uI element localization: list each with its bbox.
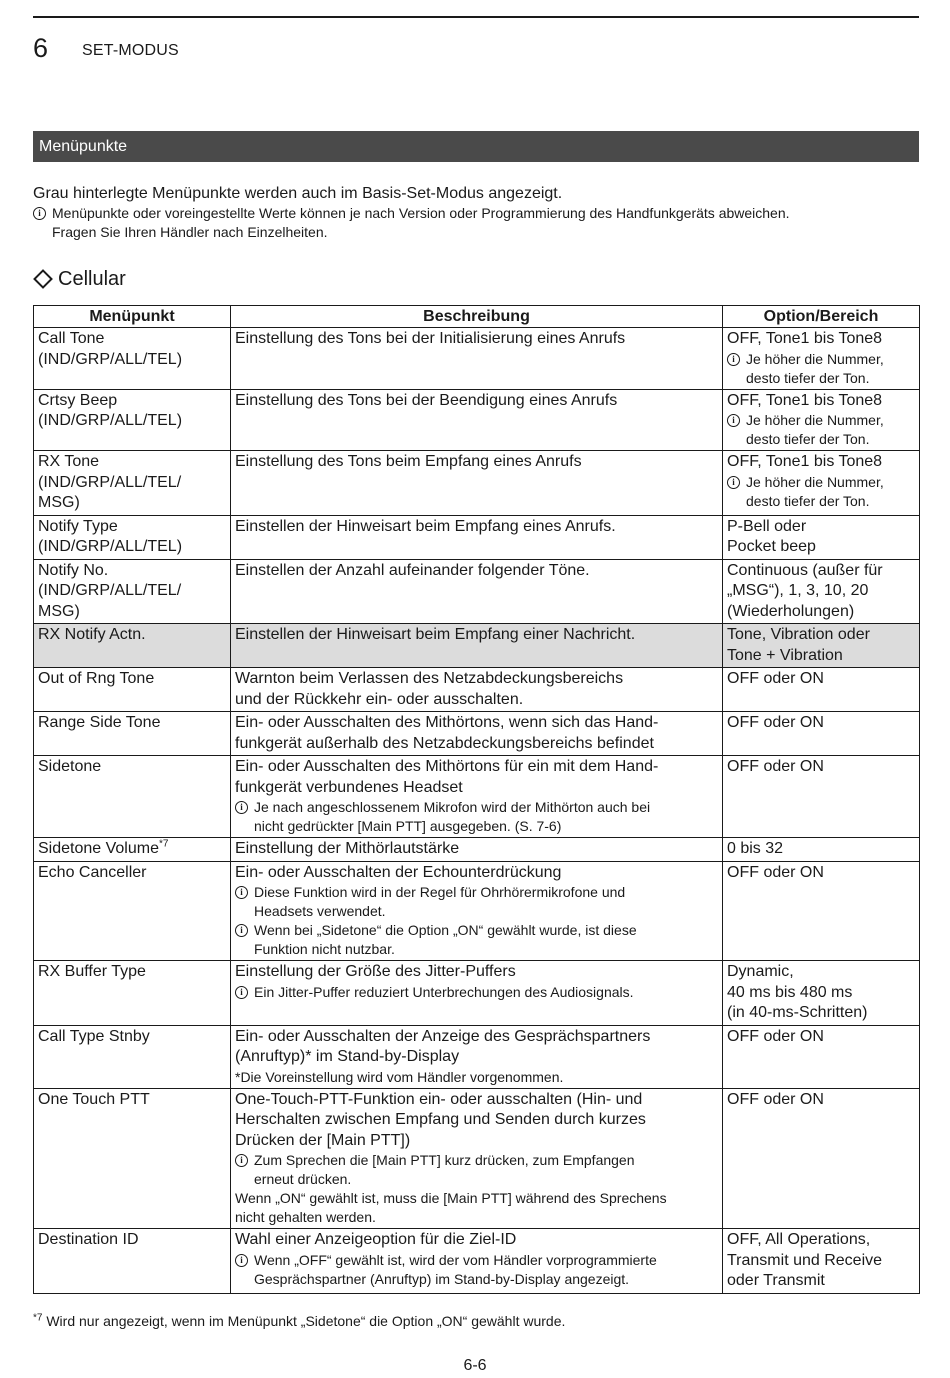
option-note-line: desto tiefer der Ton. xyxy=(746,492,870,509)
description-note-line: Je nach angeschlossenem Mikrofon wird der Mithörton auch bei xyxy=(254,799,651,815)
info-circle-icon: i xyxy=(235,986,248,999)
description-line: funkgerät außerhalb des Netzabdeckungsbereichs befindet xyxy=(235,734,654,752)
menu-item-cell xyxy=(34,756,231,838)
menu-item-cell xyxy=(34,1088,231,1229)
menu-item-line: Echo Canceller xyxy=(38,863,147,881)
menu-item-cell xyxy=(34,861,231,961)
menu-item-line: RX Buffer Type xyxy=(38,963,146,980)
column-header: Menüpunkt xyxy=(34,306,231,328)
option-note-line: Je höher die Nummer, xyxy=(746,412,884,428)
description-line: One-Touch-PTT-Funktion ein- oder ausschalten (Hin- und xyxy=(235,1090,643,1108)
option-cell xyxy=(723,451,920,516)
option-line: (Wiederholungen) xyxy=(727,602,855,620)
menu-item-line: (IND/GRP/ALL/TEL) xyxy=(38,350,183,368)
menu-item-cell xyxy=(34,1229,231,1294)
description-line: und der Rückkehr ein- oder ausschalten. xyxy=(235,690,524,708)
option-line: OFF oder ON xyxy=(727,863,824,881)
menu-item-line: (IND/GRP/ALL/TEL/ xyxy=(38,582,182,599)
menu-item-line: (IND/GRP/ALL/TEL/ xyxy=(38,473,182,491)
table-row xyxy=(34,624,920,668)
option-line: „MSG“), 1, 3, 10, 20 xyxy=(727,582,869,599)
description-cell xyxy=(231,838,723,862)
subsection-heading xyxy=(33,267,126,291)
description-small-line: *Die Voreinstellung wird vom Händler vorgenommen. xyxy=(235,1068,564,1085)
footnote-mark: *7 xyxy=(33,1312,43,1324)
description-note-line: Diese Funktion wird in der Regel für Ohrhörermikrofone und xyxy=(254,884,626,900)
option-cell xyxy=(723,1025,920,1088)
description-line: Einstellen der Hinweisart beim Empfang einer Nachricht. xyxy=(235,626,636,643)
menu-item-line: RX Notify Actn. xyxy=(38,626,146,643)
option-note-line: Je höher die Nummer, xyxy=(746,473,884,490)
description-note xyxy=(235,1151,718,1189)
description-cell xyxy=(231,624,723,668)
diamond-outline-icon xyxy=(33,269,53,289)
description-note xyxy=(235,1251,718,1289)
menu-item-line: Out of Rng Tone xyxy=(38,670,155,687)
option-note-line: Je höher die Nummer, xyxy=(746,350,884,367)
info-circle-icon: i xyxy=(727,414,740,427)
option-line: Tone + Vibration xyxy=(727,646,843,664)
description-line: Ein- oder Ausschalten der Echounterdrückung xyxy=(235,863,562,881)
description-note-line: Gesprächspartner (Anruftyp) im Stand-by-Display angezeigt. xyxy=(254,1270,630,1287)
table-row xyxy=(34,961,920,1026)
intro xyxy=(33,183,919,242)
menu-item-cell xyxy=(34,624,231,668)
option-line: OFF oder ON xyxy=(727,714,824,731)
description-note-line: erneut drücken. xyxy=(254,1171,352,1187)
description-note xyxy=(235,983,718,1002)
option-cell xyxy=(723,712,920,756)
menu-item-cell xyxy=(34,668,231,712)
menu-item-cell xyxy=(34,712,231,756)
description-line: Einstellen der Anzahl aufeinander folgender Töne. xyxy=(235,561,590,579)
table-row xyxy=(34,328,920,390)
intro-note-line: Fragen Sie Ihren Händler nach Einzelheiten. xyxy=(52,224,328,240)
description-line: Herschalten zwischen Empfang und Senden durch kurzes xyxy=(235,1111,646,1128)
option-cell xyxy=(723,624,920,668)
menu-item-line: Notify Type xyxy=(38,517,118,535)
menu-item-cell xyxy=(34,389,231,451)
table-row xyxy=(34,756,920,838)
menu-item-line: Call Type Stnby xyxy=(38,1027,150,1045)
menu-table xyxy=(33,305,920,1294)
info-circle-icon: i xyxy=(235,1154,248,1167)
table-row xyxy=(34,838,920,862)
intro-text: Grau hinterlegte Menüpunkte werden auch im Basis-Set-Modus angezeigt. xyxy=(33,185,563,202)
option-cell xyxy=(723,961,920,1026)
intro-note xyxy=(33,204,919,242)
option-line: OFF oder ON xyxy=(727,1090,824,1108)
info-circle-icon: i xyxy=(33,207,46,220)
option-cell xyxy=(723,861,920,961)
description-cell xyxy=(231,389,723,451)
description-line: funkgerät verbundenes Headset xyxy=(235,778,463,796)
intro-note-line: Menüpunkte oder voreingestellte Werte können je nach Version oder Programmierung des Handfunkgeräts abweichen. xyxy=(52,205,790,221)
option-note-line: desto tiefer der Ton. xyxy=(746,431,870,447)
option-line: 40 ms bis 480 ms xyxy=(727,983,853,1001)
page-number: 6-6 xyxy=(463,1357,487,1374)
menu-item-cell xyxy=(34,559,231,624)
menu-item-line: One Touch PTT xyxy=(38,1090,150,1108)
option-line: P-Bell oder xyxy=(727,517,807,535)
menu-item-line: Destination ID xyxy=(38,1231,139,1248)
description-small-line: Wenn „ON“ gewählt ist, muss die [Main PTT] während des Sprechens xyxy=(235,1190,667,1206)
subsection-title: Cellular xyxy=(58,268,126,290)
table-row xyxy=(34,668,920,712)
menu-item-line: Call Tone xyxy=(38,330,105,347)
menu-item-text: Sidetone Volume xyxy=(38,840,159,857)
chapter-title: SET-MODUS xyxy=(82,42,179,59)
menu-item-cell xyxy=(34,961,231,1026)
description-line: Einstellung des Tons beim Empfang eines Anrufs xyxy=(235,453,582,470)
option-line: oder Transmit xyxy=(727,1272,825,1289)
info-circle-icon: i xyxy=(235,1254,248,1267)
chapter-number: 6 xyxy=(33,33,49,63)
menu-item-line: (IND/GRP/ALL/TEL) xyxy=(38,412,183,429)
option-line: OFF oder ON xyxy=(727,758,824,775)
info-circle-icon: i xyxy=(235,801,248,814)
menu-item-line: Range Side Tone xyxy=(38,714,161,731)
menu-item-line: RX Tone xyxy=(38,453,100,470)
table-header-row xyxy=(34,306,920,328)
description-cell xyxy=(231,861,723,961)
section-title: Menüpunkte xyxy=(33,131,919,162)
option-line: Transmit und Receive xyxy=(727,1251,883,1269)
option-line: OFF, Tone1 bis Tone8 xyxy=(727,391,883,409)
description-cell xyxy=(231,1229,723,1294)
description-cell xyxy=(231,1025,723,1088)
description-cell xyxy=(231,328,723,390)
option-cell xyxy=(723,389,920,451)
table-row xyxy=(34,515,920,559)
description-note-line: Wenn bei „Sidetone“ die Option „ON“ gewählt wurde, ist diese xyxy=(254,922,637,938)
table-row xyxy=(34,1088,920,1229)
option-cell xyxy=(723,1088,920,1229)
option-note-line: desto tiefer der Ton. xyxy=(746,369,870,386)
menu-item-line: MSG) xyxy=(38,494,80,511)
option-line: Pocket beep xyxy=(727,538,816,555)
table-row xyxy=(34,1229,920,1294)
info-circle-icon: i xyxy=(235,924,248,937)
option-note xyxy=(727,350,915,388)
description-line: Einstellen der Hinweisart beim Empfang eines Anrufs. xyxy=(235,517,616,535)
description-line: (Anruftyp)* im Stand-by-Display xyxy=(235,1048,460,1065)
description-line: Wahl einer Anzeigeoption für die Ziel-ID xyxy=(235,1231,517,1248)
description-note xyxy=(235,883,718,921)
description-cell xyxy=(231,961,723,1026)
menu-item-cell xyxy=(34,838,231,862)
table-body xyxy=(34,328,920,1294)
description-note-line: Zum Sprechen die [Main PTT] kurz drücken, zum Empfangen xyxy=(254,1152,635,1168)
table-row xyxy=(34,712,920,756)
description-line: Warnton beim Verlassen des Netzabdeckungsbereichs xyxy=(235,670,624,687)
description-cell xyxy=(231,515,723,559)
menu-item-line: Sidetone xyxy=(38,758,102,775)
table-row xyxy=(34,1025,920,1088)
description-cell xyxy=(231,451,723,516)
column-header: Beschreibung xyxy=(231,306,723,328)
description-line: Einstellung des Tons bei der Beendigung eines Anrufs xyxy=(235,391,618,409)
option-cell xyxy=(723,838,920,862)
description-note-line: Headsets verwendet. xyxy=(254,903,386,919)
description-cell xyxy=(231,756,723,838)
description-note-line: Funktion nicht nutzbar. xyxy=(254,941,395,957)
option-cell xyxy=(723,1229,920,1294)
description-cell xyxy=(231,712,723,756)
info-circle-icon: i xyxy=(727,476,740,489)
option-line: Continuous (außer für xyxy=(727,561,883,579)
option-line: OFF, All Operations, xyxy=(727,1231,871,1248)
menu-item-cell xyxy=(34,515,231,559)
option-line: 0 bis 32 xyxy=(727,840,784,857)
description-note-line: Wenn „OFF“ gewählt ist, wird der vom Händler vorprogrammierte xyxy=(254,1251,657,1268)
menu-item-line: Crtsy Beep xyxy=(38,391,118,409)
menu-item-line: Notify No. xyxy=(38,561,109,579)
option-cell xyxy=(723,328,920,390)
table-row xyxy=(34,559,920,624)
option-cell xyxy=(723,668,920,712)
info-circle-icon: i xyxy=(235,886,248,899)
description-note-line: Ein Jitter-Puffer reduziert Unterbrechungen des Audiosignals. xyxy=(254,983,634,1000)
option-line: Dynamic, xyxy=(727,963,794,980)
option-note xyxy=(727,411,915,449)
description-cell xyxy=(231,559,723,624)
description-cell xyxy=(231,668,723,712)
option-line: Tone, Vibration oder xyxy=(727,626,870,643)
option-cell xyxy=(723,559,920,624)
info-circle-icon: i xyxy=(727,353,740,366)
description-line: Ein- oder Ausschalten der Anzeige des Gesprächspartners xyxy=(235,1027,651,1045)
option-cell xyxy=(723,756,920,838)
description-cell xyxy=(231,1088,723,1229)
option-note xyxy=(727,473,915,511)
footnote xyxy=(33,1311,565,1331)
description-note xyxy=(235,921,718,959)
top-rule xyxy=(33,16,919,18)
option-line: OFF, Tone1 bis Tone8 xyxy=(727,453,883,470)
option-line: OFF, Tone1 bis Tone8 xyxy=(727,330,883,347)
description-note xyxy=(235,798,718,836)
description-line: Einstellung der Größe des Jitter-Puffers xyxy=(235,963,516,980)
option-line: OFF oder ON xyxy=(727,1027,824,1045)
table-row xyxy=(34,861,920,961)
footnote-ref: *7 xyxy=(158,838,169,850)
menu-item-line xyxy=(38,839,226,860)
menu-item-cell xyxy=(34,1025,231,1088)
menu-item-cell xyxy=(34,451,231,516)
description-line: Ein- oder Ausschalten des Mithörtons für ein mit dem Hand- xyxy=(235,758,659,775)
description-line: Drücken der [Main PTT]) xyxy=(235,1131,411,1149)
option-line: (in 40-ms-Schritten) xyxy=(727,1004,868,1021)
table-row xyxy=(34,389,920,451)
menu-item-line: MSG) xyxy=(38,602,80,620)
description-line: Einstellung des Tons bei der Initialisierung eines Anrufs xyxy=(235,330,626,347)
menu-item-line: (IND/GRP/ALL/TEL) xyxy=(38,538,183,555)
description-line: Einstellung der Mithörlautstärke xyxy=(235,840,460,857)
description-note-line: nicht gedrückter [Main PTT] ausgegeben. (S. 7-6) xyxy=(254,818,562,834)
footnote-text: Wird nur angezeigt, wenn im Menüpunkt „Sidetone“ die Option „ON“ gewählt wurde. xyxy=(42,1313,566,1329)
description-line: Ein- oder Ausschalten des Mithörtons, wenn sich das Hand- xyxy=(235,714,659,731)
table-row xyxy=(34,451,920,516)
option-cell xyxy=(723,515,920,559)
column-header: Option/Bereich xyxy=(723,306,920,328)
menu-item-cell xyxy=(34,328,231,390)
option-line: OFF oder ON xyxy=(727,670,824,687)
description-small-line: nicht gehalten werden. xyxy=(235,1209,376,1225)
